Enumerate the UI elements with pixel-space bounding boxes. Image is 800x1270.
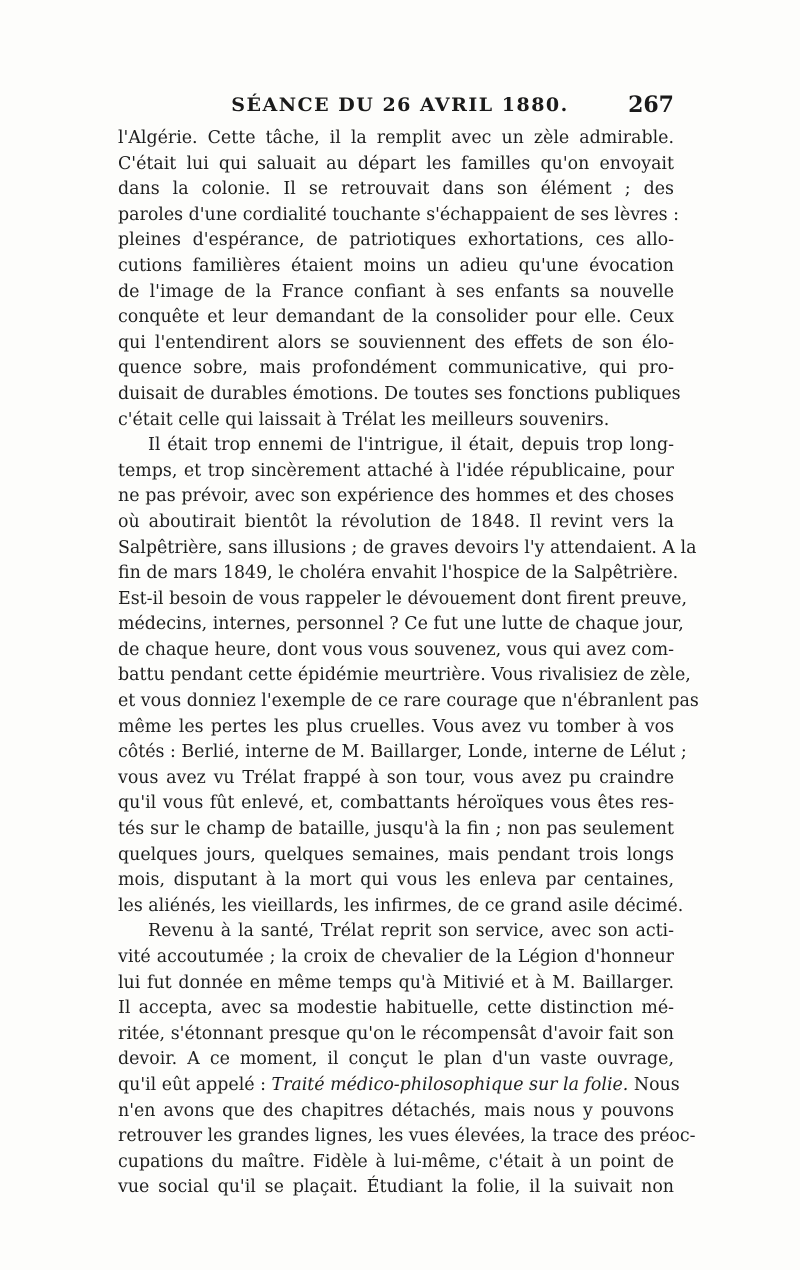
text-line: retrouver les grandes lignes, les vues élevées, la trace des préoc- <box>118 1126 696 1147</box>
text-line: duisait de durables émotions. De toutes ses fonctions publiques <box>118 383 681 404</box>
text-line: dans la colonie. Il se retrouvait dans son élément ; des <box>118 179 674 200</box>
text-line: tés sur le champ de bataille, jusqu'à la fin ; non pas seulement <box>118 819 674 840</box>
book-title: Traité médico-philosophique sur la folie. <box>271 1074 629 1095</box>
text-line: qu'il eût appelé : Traité médico-philosophique sur la folie. Nous <box>118 1074 680 1095</box>
text-line: vous avez vu Trélat frappé à son tour, vous avez pu craindre <box>118 767 674 788</box>
text-line: Il accepta, avec sa modestie habituelle, cette distinction mé- <box>118 998 674 1019</box>
text-line: lui fut donnée en même temps qu'à Mitivié et à M. Baillarger. <box>118 972 674 993</box>
text-line: même les pertes les plus cruelles. Vous avez vu tomber à vos <box>118 716 674 737</box>
text-line: Revenu à la santé, Trélat reprit son service, avec son acti- <box>148 921 674 942</box>
text-line: ritée, s'étonnant presque qu'on le récompensât d'avoir fait son <box>118 1023 674 1044</box>
text-line: de chaque heure, dont vous vous souvenez, vous qui avez com- <box>118 639 674 660</box>
text-line: où aboutirait bientôt la révolution de 1848. Il revint vers la <box>118 511 674 532</box>
text-line: paroles d'une cordialité touchante s'échappaient de ses lèvres : <box>118 204 679 225</box>
text-line: Il était trop ennemi de l'intrigue, il était, depuis trop long- <box>148 435 674 456</box>
page-header <box>126 92 674 126</box>
text-line: côtés : Berlié, interne de M. Baillarger, Londe, interne de Lélut ; <box>118 742 687 763</box>
text-line: battu pendant cette épidémie meurtrière. Vous rivalisiez de zèle, <box>118 665 691 686</box>
text-line: qui l'entendirent alors se souviennent des effets de son élo- <box>118 332 674 353</box>
text-line: Est-il besoin de vous rappeler le dévouement dont firent preuve, <box>118 588 687 609</box>
text-line: pleines d'espérance, de patriotiques exhortations, ces allo- <box>118 230 674 251</box>
body-text <box>118 126 699 1201</box>
text-line: ne pas prévoir, avec son expérience des hommes et des choses <box>118 486 674 507</box>
text-line: qu'il vous fût enlevé, et, combattants héroïques vous êtes res- <box>118 793 674 814</box>
text-line: conquête et leur demandant de la consolider pour elle. Ceux <box>118 307 674 328</box>
running-head: SÉANCE DU 26 AVRIL 1880. <box>231 94 569 116</box>
text-line: fin de mars 1849, le choléra envahit l'hospice de la Salpêtrière. <box>118 563 679 584</box>
text-line: l'Algérie. Cette tâche, il la remplit avec un zèle admirable. <box>118 128 674 148</box>
text-line: vue social qu'il se plaçait. Étudiant la folie, il la suivait non <box>118 1177 674 1198</box>
page-number: 267 <box>628 92 674 118</box>
text-line: devoir. A ce moment, il conçut le plan d'un vaste ouvrage, <box>118 1049 674 1070</box>
text-line: quelques jours, quelques semaines, mais pendant trois longs <box>118 844 674 865</box>
text-line: cutions familières étaient moins un adieu qu'une évocation <box>118 255 674 276</box>
text-line: Salpêtrière, sans illusions ; de graves devoirs l'y attendaient. A la <box>118 537 697 558</box>
text-line: vité accoutumée ; la croix de chevalier de la Légion d'honneur <box>118 947 674 967</box>
text-line: cupations du maître. Fidèle à lui-même, c'était à un point de <box>118 1151 674 1172</box>
text-line: médecins, internes, personnel ? Ce fut une lutte de chaque jour, <box>118 614 684 635</box>
text-line: c'était celle qui laissait à Trélat les meilleurs souvenirs. <box>118 409 610 430</box>
text-line: C'était lui qui saluait au départ les familles qu'on envoyait <box>118 153 674 174</box>
text-line: et vous donniez l'exemple de ce rare courage que n'ébranlent pas <box>118 691 699 712</box>
text-line: mois, disputant à la mort qui vous les enleva par centaines, <box>118 870 674 891</box>
text-line: de l'image de la France confiant à ses enfants sa nouvelle <box>118 281 674 302</box>
text-line: n'en avons que des chapitres détachés, mais nous y pouvons <box>118 1100 674 1121</box>
text-line: quence sobre, mais profondément communicative, qui pro- <box>118 358 674 379</box>
text-line: les aliénés, les vieillards, les infirmes, de ce grand asile décimé. <box>118 895 684 916</box>
text-line: temps, et trop sincèrement attaché à l'idée républicaine, pour <box>118 460 674 481</box>
